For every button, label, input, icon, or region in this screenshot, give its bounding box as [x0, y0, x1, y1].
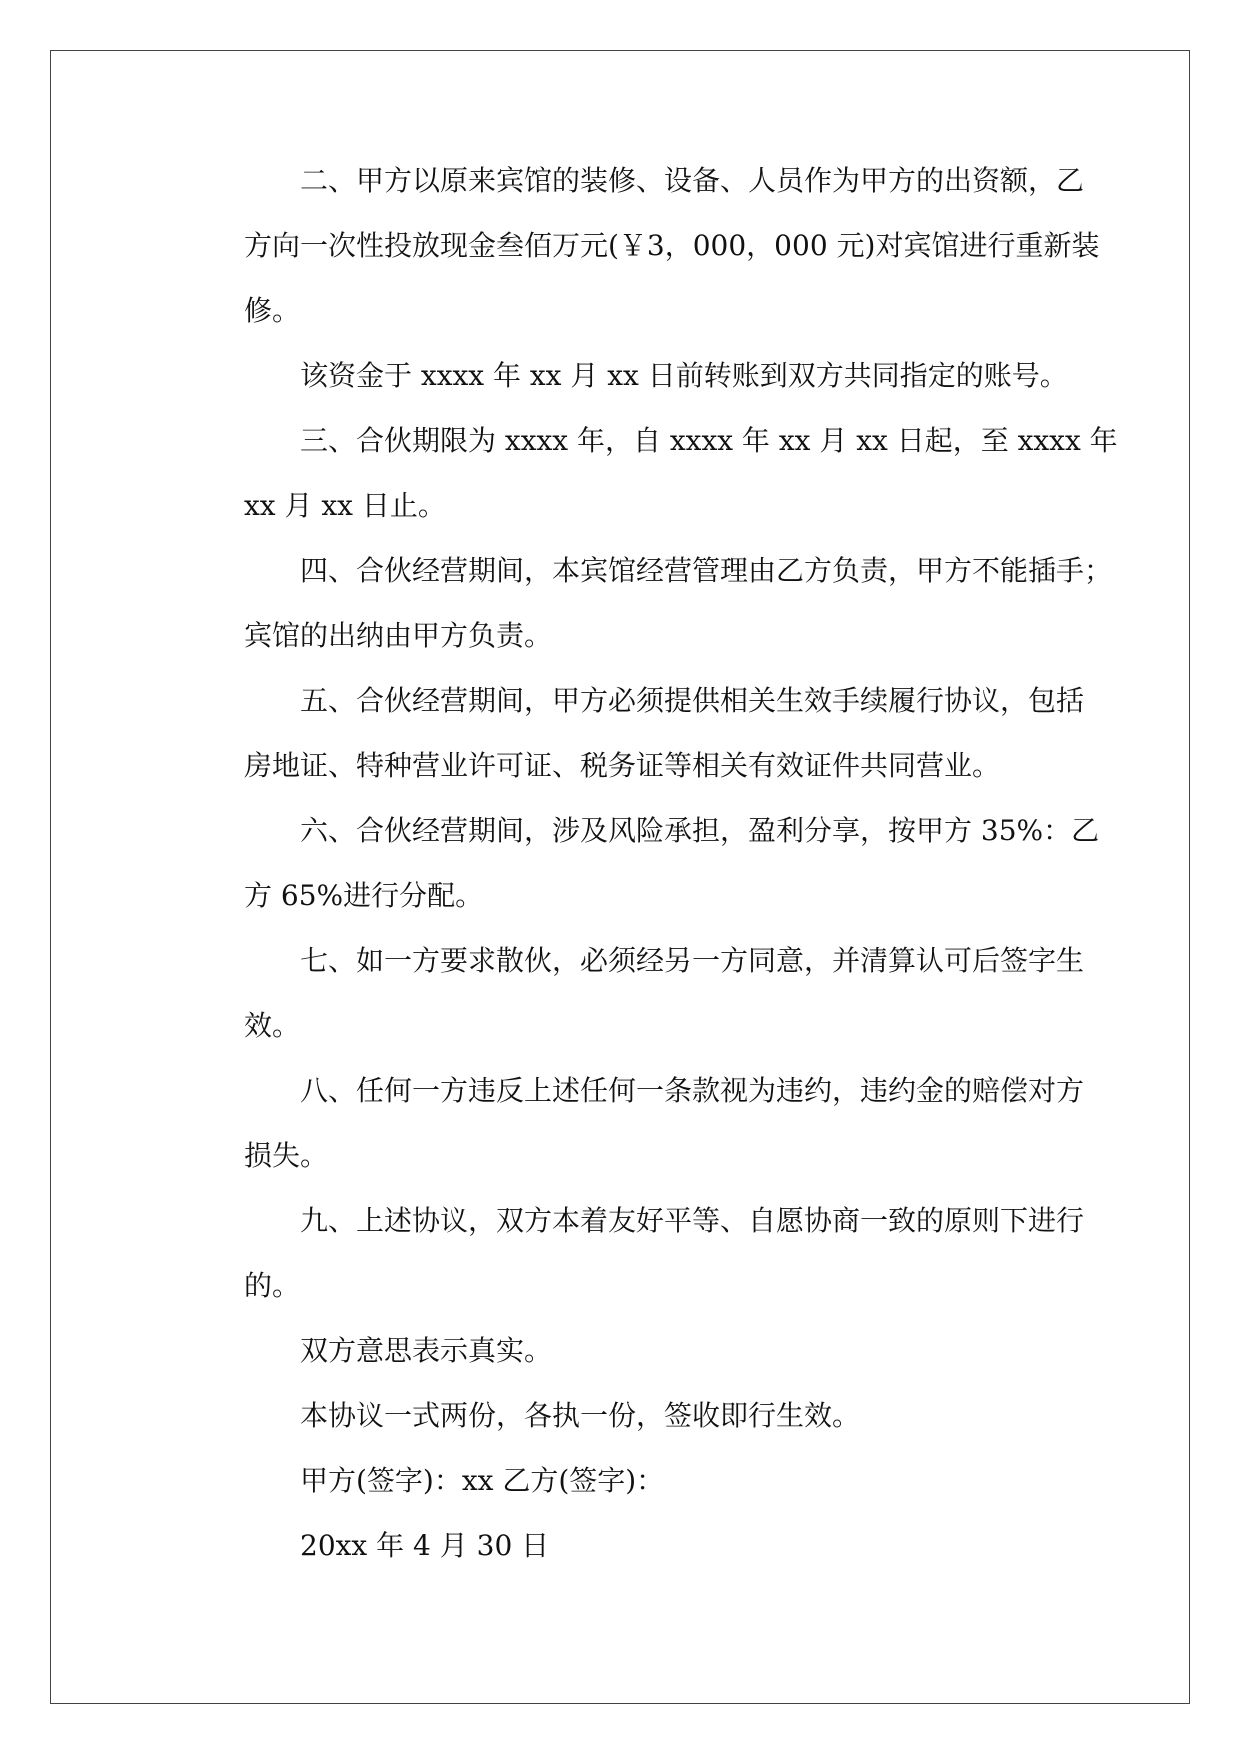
- text-line: 五、合伙经营期间，甲方必须提供相关生效手续履行协议，包括: [300, 684, 1085, 717]
- clause-4: [188, 538, 1113, 668]
- text-line: 甲方(签字)：xx 乙方(签字)：: [300, 1464, 665, 1497]
- text-line: 八、任何一方违反上述任何一条款视为违约，违约金的赔偿对方: [300, 1074, 1085, 1107]
- signature-line: [188, 1448, 1060, 1513]
- text-line: 损失。: [244, 1139, 329, 1172]
- document-body: [188, 148, 1118, 1578]
- copies-note: [188, 1383, 1060, 1448]
- date-line: [188, 1513, 1060, 1578]
- clause-5: [188, 668, 1085, 798]
- text-line: 四、合伙经营期间，本宾馆经营管理由乙方负责，甲方不能插手；: [300, 554, 1113, 587]
- clause-6: [188, 798, 1100, 928]
- text-line: 宾馆的出纳由甲方负责。: [244, 619, 553, 652]
- clause-7: [188, 928, 1085, 1058]
- text-line: xx 月 xx 日止。: [244, 489, 446, 522]
- text-line: 九、上述协议，双方本着友好平等、自愿协商一致的原则下进行: [300, 1204, 1085, 1237]
- text-line: 的。: [244, 1269, 301, 1302]
- text-line: 修。: [244, 294, 301, 327]
- clause-2: [188, 148, 1100, 343]
- funding-deadline: [188, 343, 1068, 408]
- clause-3: [188, 408, 1118, 538]
- text-line: 三、合伙期限为 xxxx 年，自 xxxx 年 xx 月 xx 日起，至 xxxx 年: [300, 424, 1118, 457]
- text-line: 六、合伙经营期间，涉及风险承担，盈利分享，按甲方 35%：乙: [300, 814, 1100, 847]
- text-line: 效。: [244, 1009, 301, 1042]
- text-line: 本协议一式两份，各执一份，签收即行生效。: [300, 1399, 861, 1432]
- text-line: 房地证、特种营业许可证、税务证等相关有效证件共同营业。: [244, 749, 1001, 782]
- text-line: 20xx 年 4 月 30 日: [300, 1529, 550, 1562]
- text-line: 该资金于 xxxx 年 xx 月 xx 日前转账到双方共同指定的账号。: [300, 359, 1068, 392]
- text-line: 七、如一方要求散伙，必须经另一方同意，并清算认可后签字生: [300, 944, 1085, 977]
- clause-8: [188, 1058, 1085, 1188]
- text-line: 双方意思表示真实。: [300, 1334, 553, 1367]
- declaration: [188, 1318, 1060, 1383]
- text-line: 方 65%进行分配。: [244, 879, 484, 912]
- text-line: 方向一次性投放现金叁佰万元(￥3，000，000 元)对宾馆进行重新装: [244, 229, 1100, 262]
- clause-9: [188, 1188, 1085, 1318]
- text-line: 二、甲方以原来宾馆的装修、设备、人员作为甲方的出资额，乙: [300, 164, 1085, 197]
